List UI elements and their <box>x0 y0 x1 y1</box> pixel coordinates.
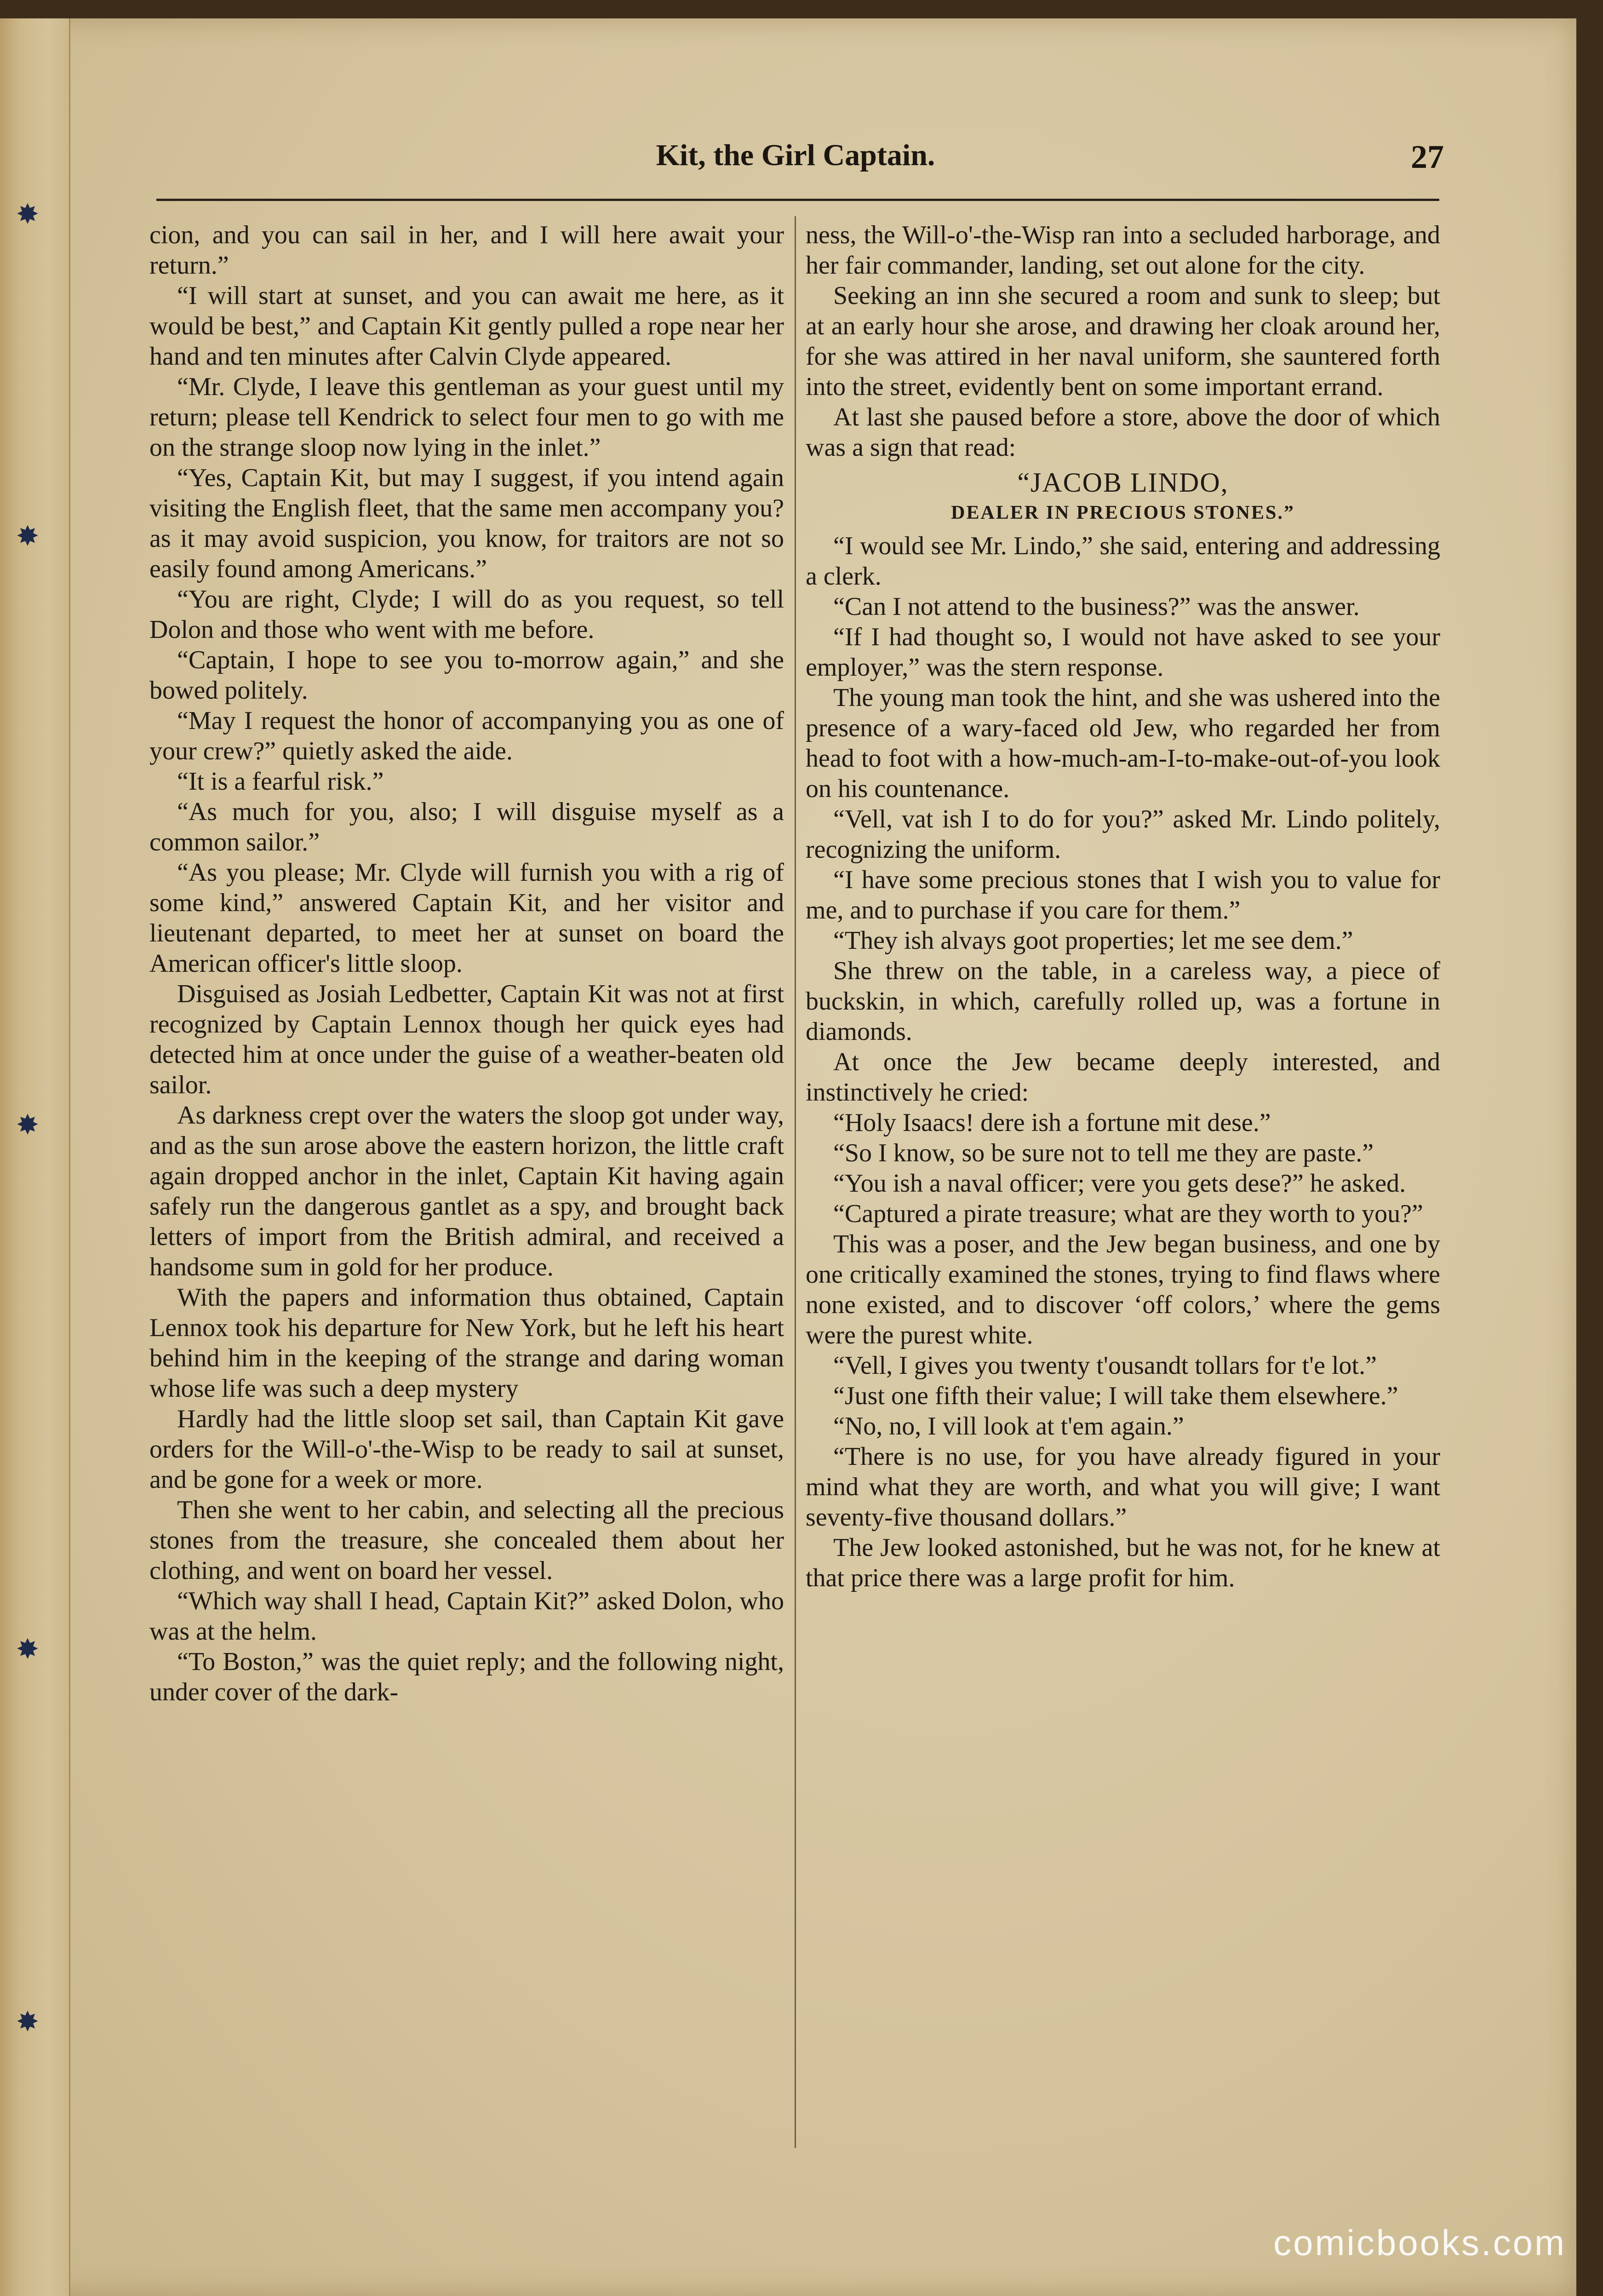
paragraph: “JACOB LINDO, <box>1017 467 1229 498</box>
paragraph: “As much for you, also; I will disguise myself as a common sailor.” <box>149 798 784 856</box>
column-divider <box>795 216 796 2148</box>
binding-stitch-icon: ✸ <box>16 1633 40 1665</box>
paragraph: As darkness crept over the waters the sloop got under way, and as the sun arose above the eastern horizon, the little craft again dropped anchor in the inlet, Captain Kit having again safely run the dangerous gantlet as a spy, and brought back letters of import from the British admiral, and received a handsome sum in gold for her produce. <box>149 1101 784 1281</box>
binding-stitch-icon: ✸ <box>16 198 40 230</box>
paragraph: “I will start at sunset, and you can await me here, as it would be best,” and Captain Kit gently pulled a rope near her hand and ten minutes after Calvin Clyde appeared. <box>149 281 784 371</box>
paragraph: ness, the Will-o'-the-Wisp ran into a secluded harborage, and her fair commander, landing, set out alone for the city. <box>806 221 1440 280</box>
book-spine <box>0 18 70 2296</box>
paragraph: This was a poser, and the Jew began business, and one by one critically examined the stones, trying to find flaws where none existed, and to discover ‘off colors,’ where the gems were the purest white. <box>806 1230 1440 1349</box>
paragraph: cion, and you can sail in her, and I will here await your return.” <box>149 221 784 280</box>
paragraph: Seeking an inn she secured a room and sunk to sleep; but at an early hour she arose, and drawing her cloak around her, for she was attired in her naval uniform, she sauntered forth into the street, evidently bent on some important errand. <box>806 281 1440 401</box>
paragraph: “Yes, Captain Kit, but may I suggest, if you intend again visiting the English fleet, that the same men accompany you? as it may avoid suspicion, you know, for traitors are not so easily found among Americans.” <box>149 464 784 583</box>
paragraph: At once the Jew became deeply interested, and instinctively he cried: <box>806 1048 1440 1107</box>
page-number: 27 <box>1411 138 1444 175</box>
paragraph: She threw on the table, in a careless way, a piece of buckskin, in which, carefully rolled up, was a fortune in diamonds. <box>806 957 1440 1046</box>
paragraph: “No, no, I vill look at t'em again.” <box>833 1412 1184 1441</box>
paragraph: “Vell, I gives you twenty t'ousandt tollars for t'e lot.” <box>833 1351 1377 1380</box>
paragraph: The young man took the hint, and she was ushered into the presence of a wary-faced old Jew, who regarded her from head to foot with a how-much-am-I-to-make-out-of-you look on his countenance. <box>806 683 1440 803</box>
watermark: comicbooks.com <box>1273 2222 1566 2263</box>
paragraph: “Mr. Clyde, I leave this gentleman as your guest until my return; please tell Kendrick to select four men to go with me on the strange sloop now lying in the inlet.” <box>149 373 784 462</box>
paragraph: Disguised as Josiah Ledbetter, Captain Kit was not at first recognized by Captain Lennox though her quick eyes had detected him at once under the guise of a weather-beaten old sailor. <box>149 980 784 1099</box>
paragraph: “Captain, I hope to see you to-morrow again,” and she bowed politely. <box>149 646 784 705</box>
paragraph: “Which way shall I head, Captain Kit?” asked Dolon, who was at the helm. <box>149 1587 784 1646</box>
left-text-column <box>149 220 784 2170</box>
paragraph: “To Boston,” was the quiet reply; and the following night, under cover of the dark- <box>149 1647 784 1706</box>
header-rule <box>156 199 1439 201</box>
paragraph: “Vell, vat ish I to do for you?” asked Mr. Lindo politely, recognizing the uniform. <box>806 805 1440 864</box>
paragraph: The Jew looked astonished, but he was not, for he knew at that price there was a large profit for him. <box>806 1533 1440 1592</box>
paragraph: “So I know, so be sure not to tell me they are paste.” <box>833 1139 1374 1167</box>
right-text-column <box>806 220 1440 2170</box>
paragraph: “It is a fearful risk.” <box>177 767 384 796</box>
paragraph: “You are right, Clyde; I will do as you request, so tell Dolon and those who went with me before. <box>149 585 784 644</box>
paragraph: “Can I not attend to the business?” was the answer. <box>833 592 1360 621</box>
paragraph: “May I request the honor of accompanying you as one of your crew?” quietly asked the aide. <box>149 706 784 765</box>
paragraph: DEALER IN PRECIOUS STONES.” <box>951 502 1295 523</box>
page-title: Kit, the Girl Captain. <box>656 138 935 172</box>
paragraph: “As you please; Mr. Clyde will furnish you with a rig of some kind,” answered Captain Kit, and her visitor and lieutenant departed, to meet her at sunset on board the American officer's little sloop. <box>149 858 784 978</box>
paragraph: “You ish a naval officer; vere you gets dese?” he asked. <box>833 1169 1406 1198</box>
binding-stitch-icon: ✸ <box>16 2006 40 2038</box>
paragraph: At last she paused before a store, above the door of which was a sign that read: <box>806 403 1440 462</box>
paragraph: “I would see Mr. Lindo,” she said, entering and addressing a clerk. <box>806 532 1440 591</box>
running-header <box>147 138 1444 189</box>
paragraph: “I have some precious stones that I wish you to value for me, and to purchase if you care for them.” <box>806 866 1440 924</box>
paragraph: Hardly had the little sloop set sail, than Captain Kit gave orders for the Will-o'-the-Wisp to be ready to sail at sunset, and be gone for a week or more. <box>149 1405 784 1494</box>
binding-stitch-icon: ✸ <box>16 520 40 552</box>
paragraph: “There is no use, for you have already figured in your mind what they are worth, and what you will give; I want seventy-five thousand dollars.” <box>806 1442 1440 1532</box>
paragraph: Then she went to her cabin, and selecting all the precious stones from the treasure, she concealed them about her clothing, and went on board her vessel. <box>149 1496 784 1585</box>
paragraph: “They ish alvays goot properties; let me see dem.” <box>833 926 1353 955</box>
paragraph: “Just one fifth their value; I will take them elsewhere.” <box>833 1382 1398 1410</box>
paragraph: “Holy Isaacs! dere ish a fortune mit dese.” <box>833 1108 1271 1137</box>
paragraph: “Captured a pirate treasure; what are they worth to you?” <box>833 1200 1423 1228</box>
paragraph: With the papers and information thus obtained, Captain Lennox took his departure for New York, but he left his heart behind him in the keeping of the strange and daring woman whose life was such a deep mystery <box>149 1283 784 1403</box>
paragraph: “If I had thought so, I would not have asked to see your employer,” was the stern response. <box>806 623 1440 682</box>
binding-stitch-icon: ✸ <box>16 1109 40 1141</box>
